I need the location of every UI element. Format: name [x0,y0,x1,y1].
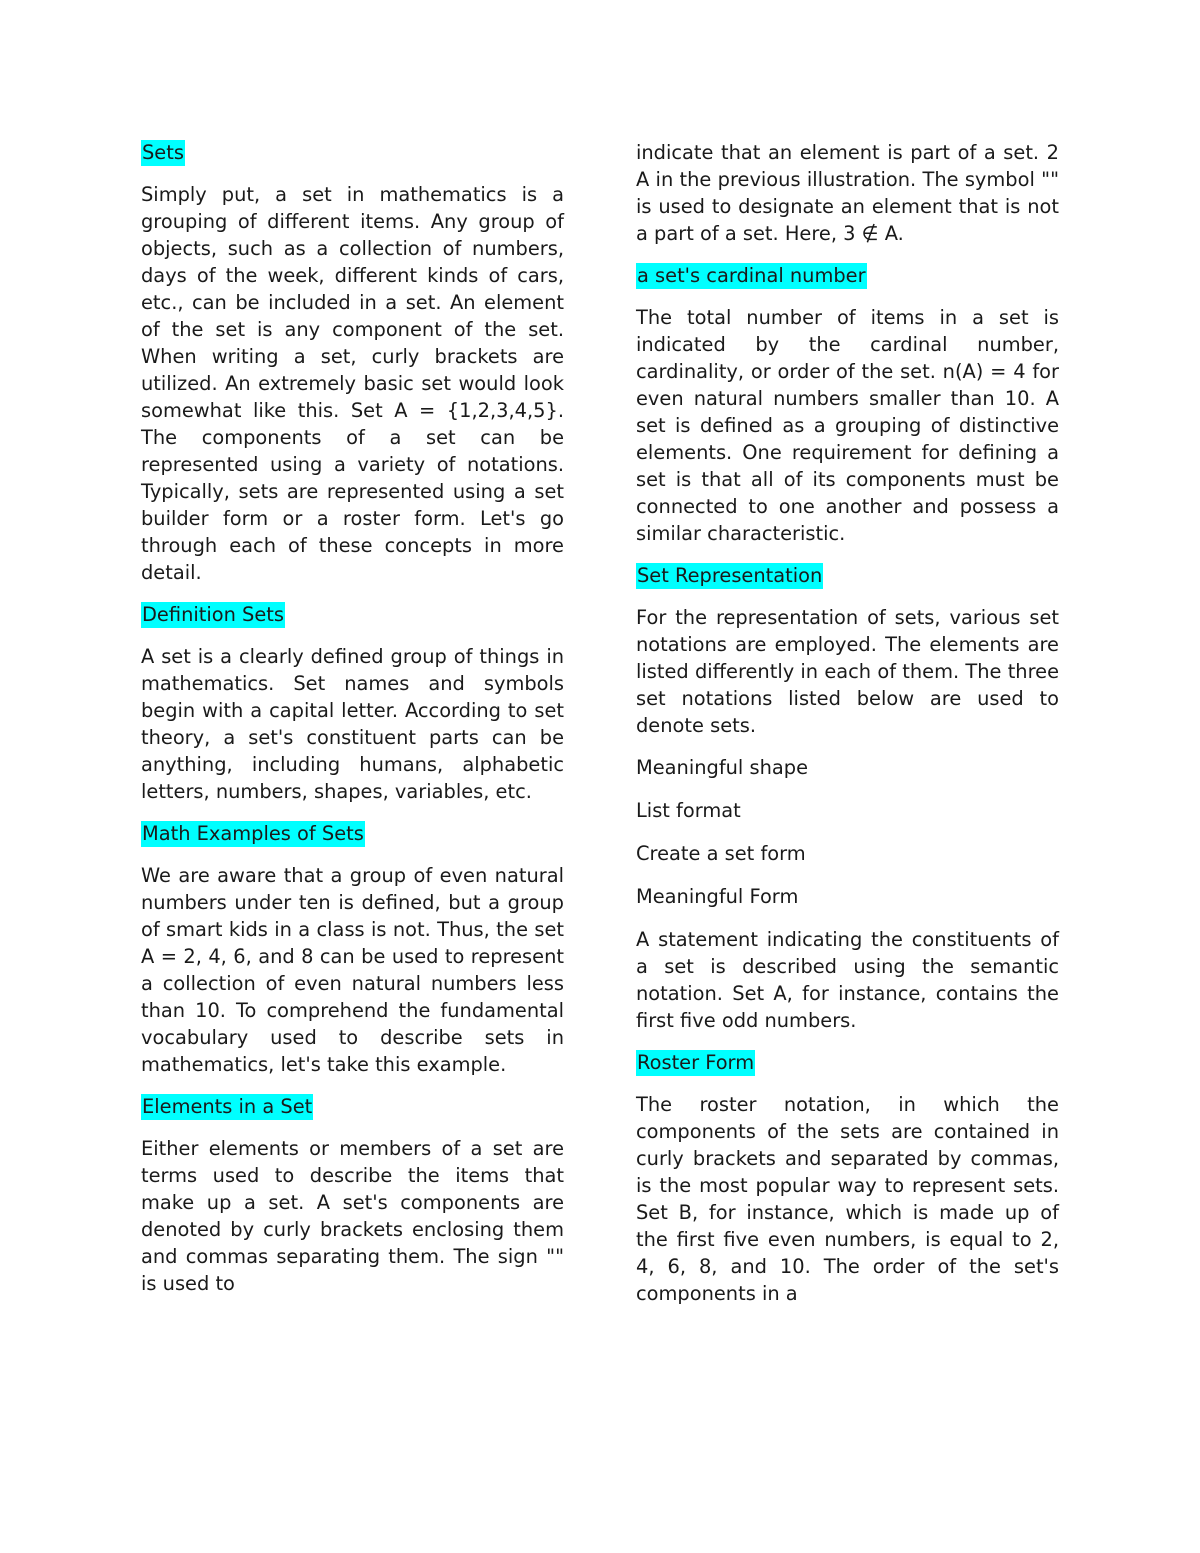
document-page [141,139,1059,1439]
heading-math-examples: Math Examples of Sets [142,822,364,845]
paragraph-examples: We are aware that a group of even natural numbers under ten is defined, but a group of smart kids in a class is not. Thus, the set A = 2, 4, 6, and 8 can be used to represent a collection of even natural numbers less than 10. To comprehend the fundamental vocabulary used to describe sets in mathematics, let's take this example. [141,864,564,1076]
paragraph-cardinal: The total number of items in a set is indicated by the cardinal number, cardinality, or order of the set. n(A) = 4 for even natural numbers smaller than 10. A set is defined as a grouping of distinctive elements. One requirement for defining a set is that all of its components must be connected to one another and possess a similar characteristic. [636,306,1059,545]
list-item: List format [636,799,741,822]
heading-roster-form: Roster Form [637,1051,755,1074]
paragraph-roster: The roster notation, in which the components of the sets are contained in curly brackets and separated by commas, is the most popular way to represent sets. Set B, for instance, which is made up of the first five even numbers, is equal to 2, 4, 6, 8, and 10. The order of the set's components in a [636,1093,1059,1305]
list-item: Create a set form [636,842,806,865]
heading-sets: Sets [142,141,184,164]
paragraph-elements: Either elements or members of a set are terms used to describe the items that make up a set. A set's components are denoted by curly brackets enclosing them and commas separating them. The sign "" is used to [141,1137,564,1295]
right-column [636,139,1059,1439]
left-column [141,139,564,1439]
heading-elements-in-set: Elements in a Set [142,1095,313,1118]
paragraph-elements-continued: indicate that an element is part of a set. 2 A in the previous illustration. The symbol "" is used to designate an element that is not a part of a set. Here, 3 ∉ A. [636,141,1059,245]
list-item: Meaningful Form [636,885,799,908]
heading-set-representation: Set Representation [637,564,823,587]
paragraph-representation: For the representation of sets, various set notations are employed. The elements are listed differently in each of them. The three set notations listed below are used to denote sets. [636,606,1059,737]
heading-cardinal-number: a set's cardinal number [637,264,866,287]
paragraph-sets: Simply put, a set in mathematics is a grouping of different items. Any group of objects, such as a collection of numbers, days of the week, different kinds of cars, etc., can be included in a set. An element of the set is any component of the set. When writing a set, curly brackets are utilized. An extremely basic set would look somewhat like this. Set A = {1,2,3,4,5}. The components of a set can be represented using a variety of notations. Typically, sets are represented using a set builder form or a roster form. Let's go through each of these concepts in more detail. [141,183,564,584]
heading-definition-sets: Definition Sets [142,603,285,626]
list-item: Meaningful shape [636,756,808,779]
paragraph-semantic: A statement indicating the constituents of a set is described using the semantic notation. Set A, for instance, contains the first five odd numbers. [636,928,1059,1032]
paragraph-definition: A set is a clearly defined group of things in mathematics. Set names and symbols begin with a capital letter. According to set theory, a set's constituent parts can be anything, including humans, alphabetic letters, numbers, shapes, variables, etc. [141,645,564,803]
